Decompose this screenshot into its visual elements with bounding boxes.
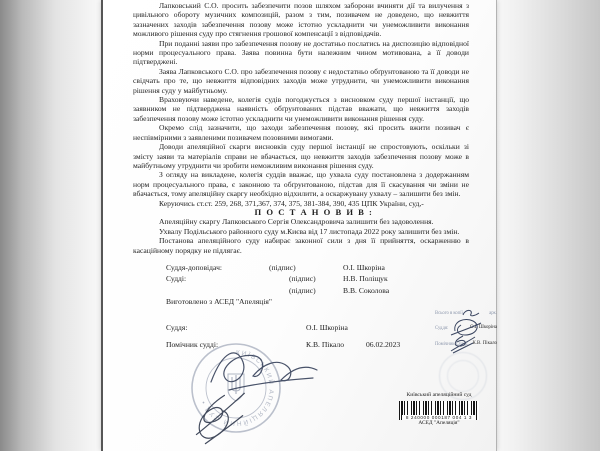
signature-placeholder: (підпис) — [289, 285, 316, 295]
judge-name: О.І. Шкоріна — [306, 323, 348, 333]
signature-date: 06.02.2023 — [366, 340, 401, 350]
stamp-judge-name: О.І. Шкоріна — [470, 325, 497, 330]
assistant-signature — [180, 386, 260, 451]
signature-row — [166, 285, 469, 296]
barcode-digits: 8 240000 000187 004 1 3 — [402, 415, 476, 420]
signatory-name: В.В. Соколова — [343, 285, 390, 295]
body-paragraph: Доводи апеляційної скарги висновків суду першої інстанції не спростовують, оскільки зі змісту заяви та матеріалів справи не вбачається, що невжиття заходів забезпечення позову може в майбутньому утруднити чи зробити неможливим виконання рішення суду. — [133, 142, 469, 170]
body-paragraph: Заява Лапковського С.О. про забезпечення позову є недостатньо обґрунтованою та її доводи не свідчать про те, що невжиття відповідних заходів може утруднити, чи унеможливити виконання рішення суду у майбутньому. — [133, 66, 469, 95]
signatory-name: Н.В. Поліщук — [343, 274, 388, 284]
signatory-name: О.І. Шкоріна — [343, 262, 385, 272]
ruling-paragraph: Апеляційну скаргу Лапковського Сергія Олександровича залишити без задоволення. — [159, 217, 434, 227]
court-name: Київський апеляційний суд — [406, 392, 472, 398]
produced-from-note: Виготовлено з АСЕД "Апеляція" — [166, 297, 273, 307]
signatory-role: Суддя-доповідач: — [166, 262, 223, 272]
judge-signature — [201, 338, 325, 396]
judge-signature-row — [166, 322, 469, 333]
seal-text: КИЇВСЬКИЙ АПЕЛЯЦІЙНИЙ СУД • — [199, 349, 275, 427]
signature-table — [166, 262, 469, 296]
document-page — [101, 0, 497, 451]
assistant-name: К.В. Пікало — [306, 340, 345, 350]
legal-basis-line: Керуючись ст.ст. 259, 268, 371,367, 374, 375, 381-384, 390, 435 ЦПК України, суд,- — [159, 198, 424, 208]
copy-count-sheets-label: арк. — [489, 311, 497, 316]
stamp-assistant-label: Помічник Судді: — [435, 342, 469, 347]
signature-row — [166, 262, 469, 273]
stamp-assistant-name: К.В. Пікало — [472, 341, 497, 346]
signature-placeholder: (підпис) — [269, 262, 296, 272]
signatory-role — [166, 285, 269, 296]
registration-footer — [396, 392, 482, 427]
copy-count-label: Всього в копії — [435, 311, 463, 316]
assistant-role: Помічник судді: — [166, 340, 219, 350]
signature-row — [166, 273, 469, 284]
signature-placeholder: (підпис) — [289, 274, 316, 284]
signatory-role: Судді: — [166, 274, 187, 284]
sheet-count-handwritten — [459, 308, 481, 318]
ruling-heading: П О С Т А Н О В И В : — [254, 206, 374, 217]
ruling-paragraph: Постанова апеляційного суду набирає законної сили з дня її прийняття, оскарженню в касаційному порядку не підлягає. — [133, 236, 469, 255]
judge-role: Суддя: — [166, 323, 188, 333]
body-paragraph: При поданні заяви про забезпечення позову не достатньо послатись на диспозицію відповідної норми процесуального права. Заява повинна бути належним чином мотивована, а її доводи підтверджені. — [133, 38, 469, 67]
aced-system-label: АСЕД "Апеляція" — [418, 420, 460, 426]
body-paragraph: Окремо слід зазначити, що заходи забезпечення позову, які просить вжити позивач є неспівмірними з заявленими позивачем позовними вимогами. — [133, 123, 469, 142]
body-paragraph: Враховуючи наведене, колегія судів погоджується з висновком суду першої інстанції, що заявником не підтверджена наявність обґрунтованих підстав вважати, що невжиття заходів забезпечення позову може істотно ускладнити чи унеможливити виконання рішення суду. — [133, 95, 469, 123]
barcode — [399, 401, 479, 420]
body-paragraph: Лапковський С.О. просить забезпечити позов шляхом заборони вчиняти дії та вилучення з цивільного обороту музичних композицій, разом з тим, позивачем не доведено, що невжиття зазначених заходів забезпечення позову може істотно ускладнити чи унеможливити виконання можливого рішення суду про стягнення грошової компенсації з відповідачів. — [133, 1, 469, 39]
ruling-paragraph: Ухвалу Подільського районного суду м.Києва від 17 листопада 2022 року залишити без змін. — [159, 226, 460, 236]
body-paragraph: З огляду на викладене, колегія суддів вважає, що ухвала суду постановлена з додержанням норм процесуального права, є законною та обґрунтованою, підстав для її скасування чи зміни не вбачається, тому апеляційну скаргу необхідно відхилити, а оскаржувану ухвалу – залишити без змін. — [133, 170, 469, 199]
stamp-judge-label: Суддя: — [435, 326, 449, 331]
